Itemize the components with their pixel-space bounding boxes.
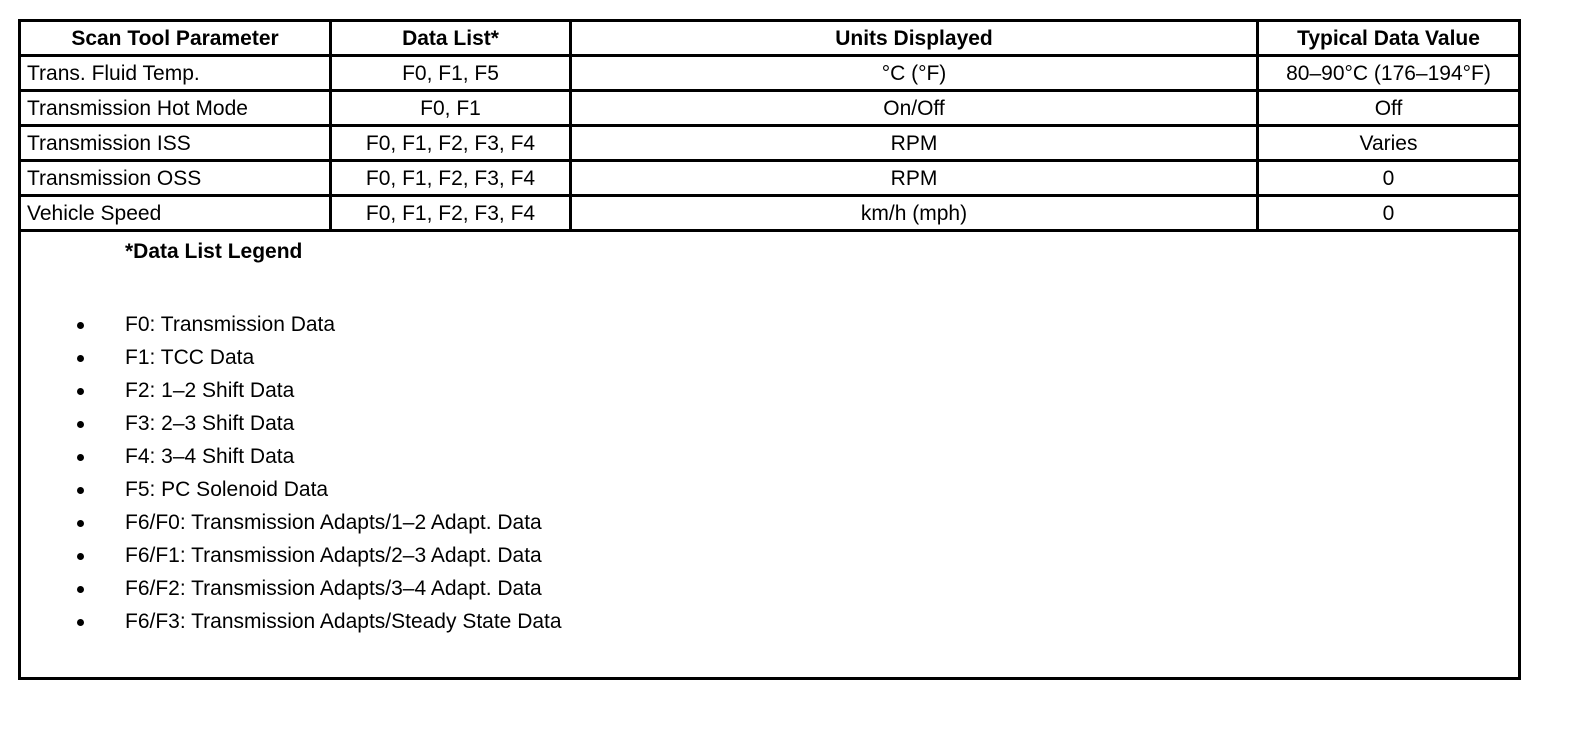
header-scan-tool-parameter: Scan Tool Parameter <box>20 21 331 56</box>
parameter-cell: Transmission Hot Mode <box>20 91 331 126</box>
legend-item-text: F6/F0: Transmission Adapts/1–2 Adapt. Data <box>125 511 542 534</box>
header-units-displayed: Units Displayed <box>571 21 1258 56</box>
legend-item-text: F1: TCC Data <box>125 346 255 369</box>
units-cell: °C (°F) <box>571 56 1258 91</box>
list-item <box>21 378 562 411</box>
legend-item-text: F5: PC Solenoid Data <box>125 478 329 501</box>
legend-item-text: F6/F1: Transmission Adapts/2–3 Adapt. Data <box>125 544 542 567</box>
table-row <box>20 56 1520 91</box>
typical-value-cell: Off <box>1258 91 1520 126</box>
header-data-list: Data List* <box>331 21 571 56</box>
bullet-icon <box>77 553 84 560</box>
legend-item-text: F0: Transmission Data <box>125 313 336 336</box>
table-row <box>20 161 1520 196</box>
legend-item-text: F6/F2: Transmission Adapts/3–4 Adapt. Data <box>125 577 542 600</box>
list-item <box>21 312 562 345</box>
data-list-cell: F0, F1, F2, F3, F4 <box>331 161 571 196</box>
scan-tool-data-table <box>18 19 1521 680</box>
table-row <box>20 91 1520 126</box>
units-cell: RPM <box>571 126 1258 161</box>
bullet-icon <box>77 421 84 428</box>
list-item <box>21 477 562 510</box>
legend-item-text: F3: 2–3 Shift Data <box>125 412 295 435</box>
bullet-icon <box>77 454 84 461</box>
list-item <box>21 444 562 477</box>
units-cell: km/h (mph) <box>571 196 1258 231</box>
typical-value-cell: 0 <box>1258 161 1520 196</box>
units-cell: RPM <box>571 161 1258 196</box>
bullet-icon <box>77 487 84 494</box>
typical-value-cell: 80–90°C (176–194°F) <box>1258 56 1520 91</box>
list-item <box>21 345 562 378</box>
parameter-cell: Transmission OSS <box>20 161 331 196</box>
legend-row <box>20 231 1520 679</box>
parameter-cell: Transmission ISS <box>20 126 331 161</box>
table-row <box>20 196 1520 231</box>
list-item <box>21 609 562 642</box>
bullet-icon <box>77 586 84 593</box>
header-row <box>20 21 1520 56</box>
data-list-cell: F0, F1 <box>331 91 571 126</box>
table-row <box>20 126 1520 161</box>
list-item <box>21 510 562 543</box>
typical-value-cell: 0 <box>1258 196 1520 231</box>
parameter-cell: Trans. Fluid Temp. <box>20 56 331 91</box>
data-list-cell: F0, F1, F5 <box>331 56 571 91</box>
bullet-icon <box>77 619 84 626</box>
header-typical-data-value: Typical Data Value <box>1258 21 1520 56</box>
data-list-legend <box>20 231 1520 679</box>
parameter-cell: Vehicle Speed <box>20 196 331 231</box>
legend-item-text: F4: 3–4 Shift Data <box>125 445 295 468</box>
list-item <box>21 411 562 444</box>
typical-value-cell: Varies <box>1258 126 1520 161</box>
list-item <box>21 543 562 576</box>
legend-item-text: F2: 1–2 Shift Data <box>125 379 295 402</box>
bullet-icon <box>77 520 84 527</box>
bullet-icon <box>77 355 84 362</box>
data-list-cell: F0, F1, F2, F3, F4 <box>331 196 571 231</box>
legend-list <box>21 312 562 642</box>
units-cell: On/Off <box>571 91 1258 126</box>
legend-item-text: F6/F3: Transmission Adapts/Steady State Data <box>125 610 562 633</box>
list-item <box>21 576 562 609</box>
legend-title: *Data List Legend <box>125 240 303 263</box>
bullet-icon <box>77 322 84 329</box>
bullet-icon <box>77 388 84 395</box>
data-list-cell: F0, F1, F2, F3, F4 <box>331 126 571 161</box>
